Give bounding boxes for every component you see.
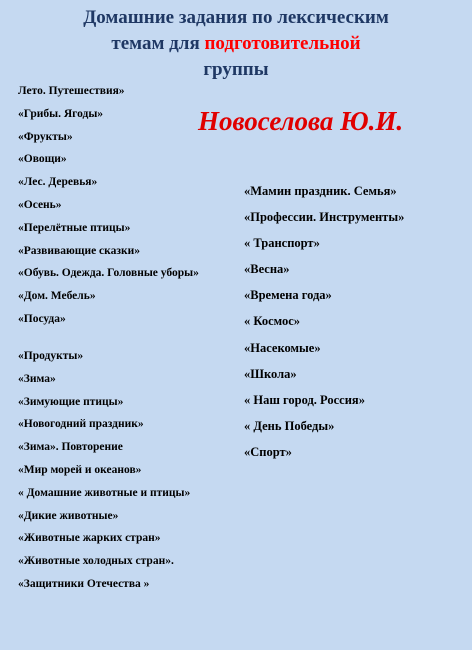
topic-list-left-bottom <box>18 348 190 599</box>
topic-item: «Спорт» <box>244 444 292 459</box>
topic-item: «Продукты» <box>18 350 84 362</box>
topic-item: «Зима» <box>18 372 56 385</box>
topic-item: «Насекомые» <box>244 340 321 355</box>
title-line-3: группы <box>203 59 269 80</box>
topic-item: «Обувь. Одежда. Головные уборы» <box>18 267 199 280</box>
topic-item: «Профессии. Инструменты» <box>244 210 405 225</box>
topic-item: «Животные жарких стран» <box>18 532 161 545</box>
topic-item: « Домашние животные и птицы» <box>18 486 191 499</box>
topic-item: « Наш город. Россия» <box>244 392 365 407</box>
topic-item: «Школа» <box>244 366 297 381</box>
topic-item: «Фрукты» <box>18 130 73 143</box>
topic-item: «Защитники Отечества » <box>18 577 150 590</box>
topic-item: «Дикие животные» <box>18 509 119 522</box>
topic-item: «Животные холодных стран». <box>18 555 174 568</box>
topic-item: «Зима». Повторение <box>18 441 123 454</box>
topic-item: « Космос» <box>244 314 301 329</box>
title-line-1: Домашние задания по лексическим <box>83 7 389 28</box>
topic-item: «Развивающие сказки» <box>18 244 140 257</box>
topic-item: «Дом. Мебель» <box>18 290 96 303</box>
topic-list-left-top <box>18 83 199 334</box>
topic-item: «Осень» <box>18 198 62 211</box>
topic-item: «Грибы. Ягоды» <box>18 107 104 120</box>
topic-item: «Мир морей и океанов» <box>18 463 142 476</box>
topic-item: « День Победы» <box>244 418 335 433</box>
topic-item: «Перелётные птицы» <box>18 221 131 234</box>
title-line-2 <box>0 31 472 57</box>
document-title <box>0 5 472 83</box>
topic-item: «Новогодний праздник» <box>18 418 144 431</box>
author-name: Новоселова Ю.И. <box>198 106 404 136</box>
topic-item: «Посуда» <box>18 312 66 325</box>
title-line-2-text: темам для <box>111 33 205 54</box>
title-highlight: подготовительной <box>204 33 361 54</box>
topic-item: «Лес. Деревья» <box>18 176 98 189</box>
topic-item: «Мамин праздник. Семья» <box>244 184 397 198</box>
topic-item: «Зимующие птицы» <box>18 395 124 408</box>
topic-list-right <box>244 182 404 469</box>
topic-item: «Времена года» <box>244 288 332 303</box>
topic-item: «Весна» <box>244 262 290 277</box>
topic-item: «Овощи» <box>18 153 67 166</box>
topic-item: « Транспорт» <box>244 236 320 251</box>
topic-item: Лето. Путешествия» <box>18 85 125 97</box>
